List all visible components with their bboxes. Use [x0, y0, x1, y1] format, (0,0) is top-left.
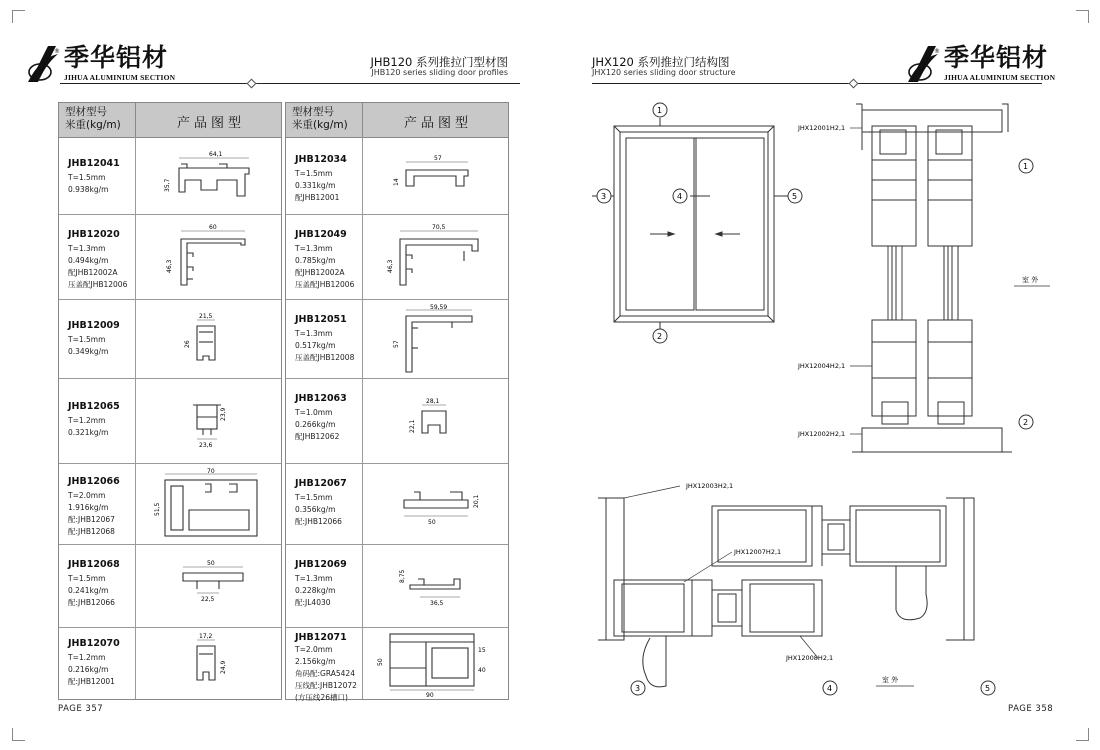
profile-code: JHB12020	[68, 229, 120, 240]
profile-drawing	[382, 302, 492, 378]
profile-table-right	[285, 102, 509, 700]
brand-name-en: JIHUA ALUMINIUM SECTION	[64, 73, 176, 82]
crop-mark	[1076, 728, 1089, 741]
profile-spec: T=1.5mm 0.938kg/m	[68, 173, 109, 194]
profile-code: JHB12066	[68, 476, 120, 487]
logo-mark-icon	[26, 44, 60, 84]
table-row	[286, 628, 508, 702]
table-row	[59, 628, 281, 698]
dim-label: 57	[434, 155, 442, 162]
door-elevation-drawing	[590, 98, 810, 348]
profile-drawing	[378, 221, 498, 293]
profile-drawing	[157, 146, 267, 208]
header-diamond-icon	[247, 79, 257, 89]
dim-label: 22,5	[201, 596, 215, 603]
profile-spec: T=1.3mm 0.517kg/m 压盖配JHB12008	[295, 329, 355, 362]
outdoor-label: 室 外	[1022, 276, 1039, 284]
dim-label: 90	[426, 692, 434, 698]
brand-name-en: JIHUA ALUMINIUM SECTION	[944, 73, 1056, 82]
profile-spec: T=2.0mm 1.916kg/m 配:JHB12067 配:JHB12068	[68, 491, 115, 536]
table-row	[286, 545, 508, 628]
profile-drawing	[145, 466, 275, 542]
header-weight-label: 米重(kg/m)	[65, 119, 121, 131]
table-row	[59, 464, 281, 545]
table-row	[286, 464, 508, 545]
marker-2	[1019, 415, 1033, 429]
brand-name-cn: 季华铝材	[944, 43, 1049, 72]
marker-1	[1019, 159, 1033, 173]
profile-label: JHX12008H2,1	[786, 654, 834, 662]
profile-spec: T=1.0mm 0.266kg/m 配JHB12062	[295, 408, 340, 441]
svg-text:3: 3	[635, 684, 641, 693]
logo-mark-icon	[906, 44, 940, 84]
dim-label: 26	[184, 340, 191, 348]
profile-drawing	[370, 628, 504, 698]
profile-drawing	[390, 553, 490, 619]
marker-2	[653, 329, 667, 343]
svg-text:4: 4	[827, 684, 833, 693]
dim-label: 60	[209, 224, 217, 231]
dim-label: 20,1	[473, 494, 480, 508]
dim-label: 46,3	[387, 259, 394, 273]
dim-label: 24,9	[220, 660, 227, 674]
dim-label: 35,7	[164, 178, 171, 192]
profile-spec: T=1.5mm 0.349kg/m	[68, 335, 109, 356]
svg-text:®: ®	[934, 48, 940, 55]
profile-drawing	[384, 148, 494, 208]
horizontal-section-drawing	[590, 470, 1060, 702]
dim-label: 36,5	[430, 600, 444, 607]
dim-label: 50	[207, 560, 215, 567]
header-divider	[135, 103, 136, 137]
profile-drawing	[169, 630, 249, 696]
header-code-label: 型材型号	[65, 106, 107, 118]
dim-label: 23,6	[199, 442, 213, 449]
marker-4	[823, 681, 837, 695]
table-row	[286, 138, 508, 215]
profile-spec: T=1.3mm 0.785kg/m 配JHB12002A 压盖配JHB12006	[295, 244, 355, 289]
table-header	[286, 103, 508, 138]
header-divider	[362, 103, 363, 137]
dim-label: 40	[478, 667, 486, 674]
crop-mark	[12, 10, 25, 23]
profile-code: JHB12041	[68, 158, 120, 169]
crop-mark	[12, 728, 25, 741]
marker-4	[673, 189, 687, 203]
profile-drawing	[396, 387, 476, 453]
table-row	[59, 545, 281, 628]
header-weight-label: 米重(kg/m)	[292, 119, 348, 131]
profile-drawing	[169, 308, 249, 370]
dim-label: 23,9	[220, 407, 227, 421]
profile-spec: T=1.2mm 0.216kg/m 配:JHB12001	[68, 653, 115, 686]
profile-code: JHB12051	[295, 314, 347, 325]
dim-label: 22,1	[409, 419, 416, 433]
svg-text:2: 2	[657, 332, 663, 341]
header-rule	[592, 83, 1042, 84]
marker-3	[631, 681, 645, 695]
profile-code: JHB12063	[295, 393, 347, 404]
table-row	[286, 215, 508, 300]
dim-label: 14	[393, 178, 400, 186]
profile-label: JHX12003H2,1	[686, 482, 734, 490]
profile-code: JHB12068	[68, 559, 120, 570]
svg-text:2: 2	[1023, 418, 1029, 427]
profile-code: JHB12009	[68, 320, 120, 331]
page-number: PAGE 358	[1008, 704, 1054, 714]
outdoor-label: 室 外	[882, 676, 899, 684]
svg-text:1: 1	[657, 106, 663, 115]
profile-spec: T=1.2mm 0.321kg/m	[68, 416, 109, 437]
table-header	[59, 103, 281, 138]
header-code-label: 型材型号	[292, 106, 334, 118]
table-row	[286, 300, 508, 379]
profile-code: JHB12069	[295, 559, 347, 570]
header-diamond-icon	[849, 79, 859, 89]
marker-5	[981, 681, 995, 695]
brand-logo	[26, 44, 175, 84]
profile-code: JHB12071	[295, 632, 347, 643]
marker-3	[597, 189, 611, 203]
profile-label: JHX12007H2,1	[734, 548, 782, 556]
dim-label: 59,59	[430, 304, 448, 311]
profile-spec: T=1.5mm 0.241kg/m 配:JHB12066	[68, 574, 115, 607]
profile-code: JHB12070	[68, 638, 120, 649]
profile-spec: T=2.0mm 2.156kg/m 角码配:GRA5424 压线配:JHB12072 (方压线26槽口)	[295, 645, 357, 702]
table-row	[59, 379, 281, 464]
table-row	[59, 138, 281, 215]
svg-text:5: 5	[792, 192, 798, 201]
dim-label: 8,75	[399, 569, 406, 583]
page-subtitle: JHX120 series sliding door structure	[592, 68, 736, 77]
profile-code: JHB12034	[295, 154, 347, 165]
dim-label: 21,5	[199, 313, 213, 320]
page-title: JHB120 系列推拉门型材图	[370, 55, 508, 69]
header-image: 产品图型	[177, 116, 246, 131]
profile-label: JHX12001H2,1	[798, 124, 846, 132]
profile-spec: T=1.5mm 0.356kg/m 配:JHB12066	[295, 493, 342, 526]
profile-label: JHX12004H2,1	[798, 362, 846, 370]
svg-text:3: 3	[601, 192, 607, 201]
svg-text:1: 1	[1023, 162, 1029, 171]
profile-table-left	[58, 102, 282, 700]
page-title: JHX120 系列推拉门结构图	[592, 55, 730, 69]
brand-name-cn: 季华铝材	[64, 43, 169, 72]
profile-code: JHB12065	[68, 401, 120, 412]
svg-text:®: ®	[54, 48, 60, 55]
dim-label: 70	[207, 468, 215, 475]
profile-spec: T=1.3mm 0.494kg/m 配JHB12002A 压盖配JHB12006	[68, 244, 128, 289]
page-number: PAGE 357	[58, 704, 104, 714]
profile-code: JHB12067	[295, 478, 347, 489]
table-row	[286, 379, 508, 464]
crop-mark	[1076, 10, 1089, 23]
profile-spec: T=1.5mm 0.331kg/m 配JHB12001	[295, 169, 340, 202]
profile-code: JHB12049	[295, 229, 347, 240]
svg-text:4: 4	[677, 192, 683, 201]
profile-drawing	[157, 221, 267, 293]
page-subtitle: JHB120 series sliding door profiles	[371, 68, 508, 77]
dim-label: 50	[428, 519, 436, 526]
dim-label: 46,3	[166, 259, 173, 273]
dim-label: 50	[377, 658, 384, 666]
right-page	[550, 0, 1100, 750]
dim-label: 28,1	[426, 398, 440, 405]
header-code	[65, 106, 121, 132]
profile-label: JHX12002H2,1	[798, 430, 846, 438]
profile-drawing	[169, 389, 249, 455]
dim-label: 17,2	[199, 633, 213, 640]
profile-drawing	[384, 472, 494, 538]
profile-drawing	[157, 555, 267, 617]
table-row	[59, 215, 281, 300]
vertical-section-drawing	[790, 96, 1060, 468]
brand-logo	[906, 44, 1055, 84]
marker-1	[653, 103, 667, 117]
header-image: 产品图型	[404, 116, 473, 131]
profile-spec: T=1.3mm 0.228kg/m 配:JL4030	[295, 574, 336, 607]
table-row	[59, 300, 281, 379]
dim-label: 15	[478, 647, 486, 654]
dim-label: 64,1	[209, 151, 223, 158]
dim-label: 57	[393, 340, 400, 348]
dim-label: 51,5	[154, 502, 161, 516]
dim-label: 70,5	[432, 224, 446, 231]
header-rule	[60, 83, 520, 84]
svg-text:5: 5	[985, 684, 991, 693]
header-code	[292, 106, 348, 132]
